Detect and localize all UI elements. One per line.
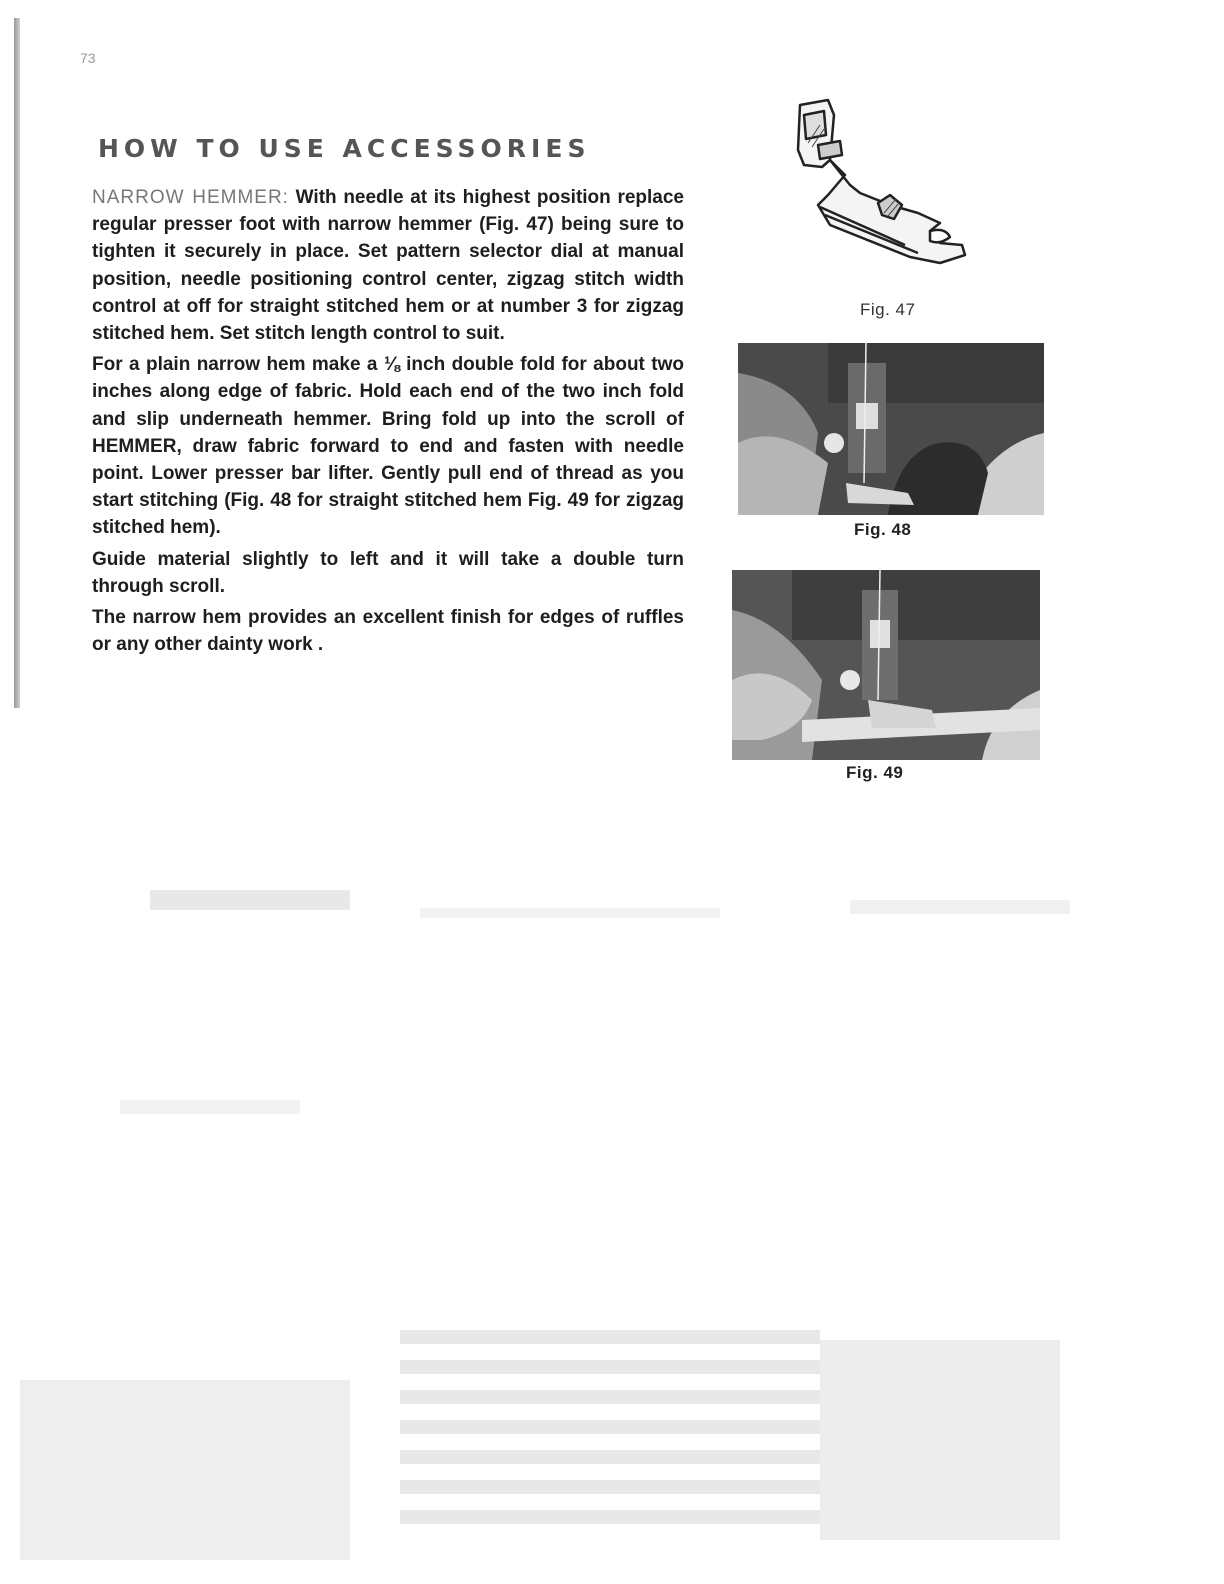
bleed-through-texture bbox=[0, 860, 1224, 1584]
fig-48-caption: Fig. 48 bbox=[854, 520, 912, 539]
straight-stitched-hem-photo bbox=[738, 343, 1044, 515]
zigzag-stitched-hem-photo bbox=[732, 570, 1040, 760]
fig-47-caption: Fig. 47 bbox=[860, 300, 916, 319]
paragraph-4: The narrow hem provides an excellent finish for edges of ruffles or any other dainty work . bbox=[92, 607, 684, 656]
paragraph-1-text: With needle at its highest position replace regular presser foot with narrow hemmer (Fig. 47) being sure to tighten it securely in place. Set pattern selector dial at manual position, needle positioning control center, zigzag stitch width control at off for straight stitched hem or at number 3 for zigzag stitched hem. Set stitch length control to suit. bbox=[92, 187, 684, 345]
page-number: 73 bbox=[80, 50, 96, 66]
narrow-hemmer-section bbox=[92, 184, 684, 658]
paragraph-intro bbox=[92, 184, 684, 347]
fig-49-caption: Fig. 49 bbox=[846, 763, 904, 782]
section-title: HOW TO USE ACCESSORIES bbox=[98, 134, 591, 163]
scan-edge-line bbox=[14, 18, 20, 708]
paragraph-2: For a plain narrow hem make a ⅛ inch double fold for about two inches along edge of fabric. Hold each end of the two inch fold and slip underneath hemmer. Bring fold up into the scroll of HEMMER, draw fabric forward to end and fasten with needle point. Lower presser bar lifter. Gently pull end of thread as you start stitching (Fig. 48 for straight stitched hem Fig. 49 for zigzag stitched hem). bbox=[92, 354, 684, 539]
paragraph-3: Guide material slightly to left and it will take a double turn through scroll. bbox=[92, 548, 684, 597]
narrow-hemmer-heading: NARROW HEMMER: bbox=[92, 187, 289, 208]
narrow-hemmer-foot-illustration bbox=[790, 95, 970, 275]
